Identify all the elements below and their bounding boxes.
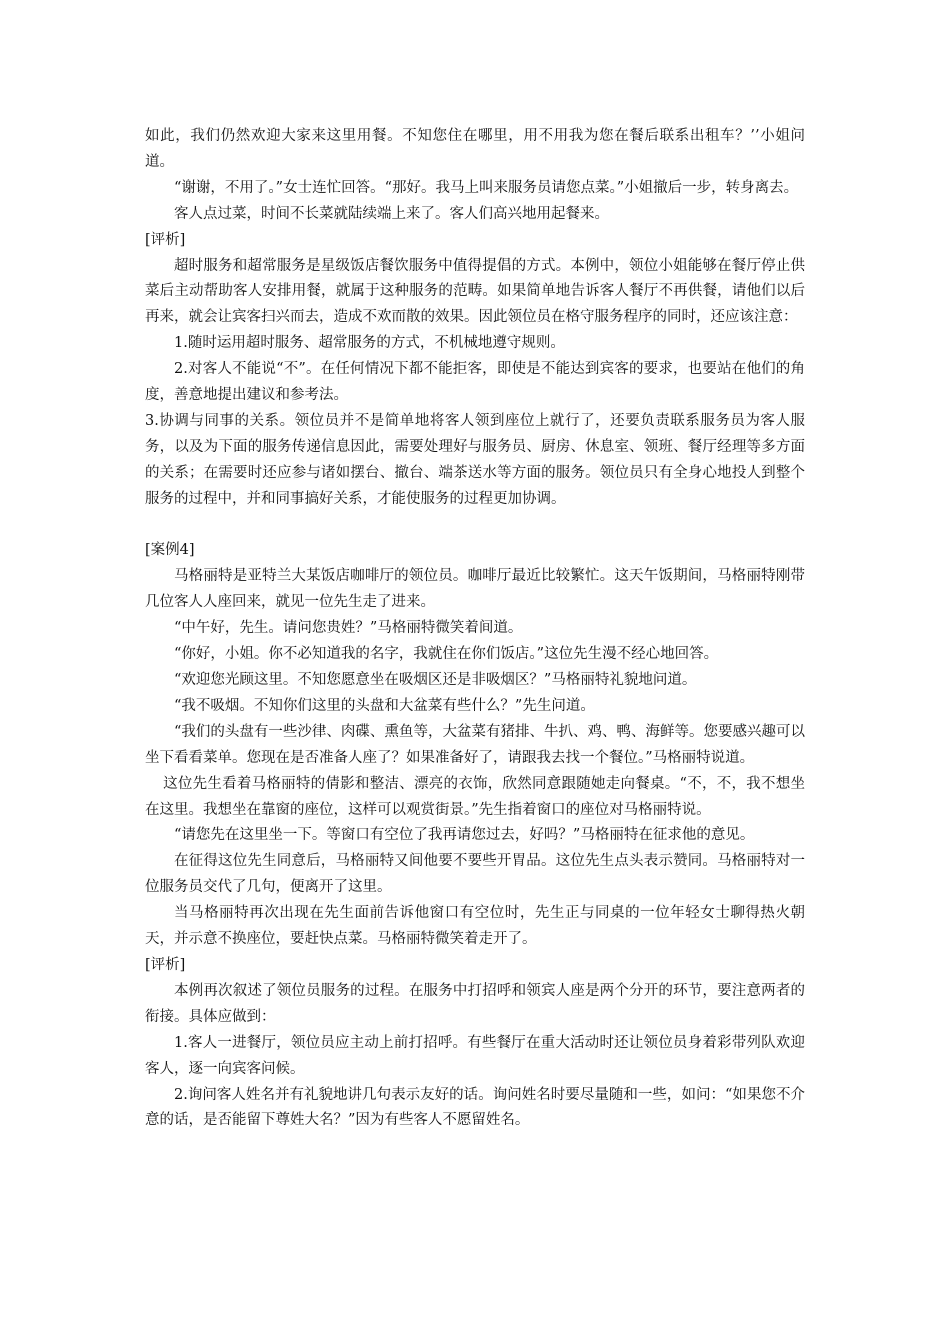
paragraph: “谢谢，不用了。”女士连忙回答。“那好。我马上叫来服务员请您点菜。”小姐撤后一步，转身离去。 (174, 179, 799, 196)
list-item: 1.随时运用超时服务、超常服务的方式，不机械地遵守规则。 (174, 335, 565, 352)
list-item: 2.询问客人姓名并有礼貌地讲几句表示友好的话。询问姓名时要尽量随和一些，如问：“如果您不介意的话，是否能留下尊姓大名？”因为有些客人不愿留姓名。 (145, 1086, 805, 1129)
list-item: 2.对客人不能说“不”。在任何情况下都不能拒客，即使是不能达到宾客的要求，也要站在他们的角度，善意地提出建议和参考法。 (145, 361, 805, 404)
paragraph: “请您先在这里坐一下。等窗口有空位了我再请您过去，好吗？”马格丽特在征求他的意见。 (174, 827, 755, 844)
paragraph: 本例再次叙述了领位员服务的过程。在服务中打招呼和领宾人座是两个分开的环节，要注意两者的衔接。具体应做到： (145, 982, 805, 1025)
paragraph: 马格丽特是亚特兰大某饭店咖啡厅的领位员。咖啡厅最近比较繁忙。这天午饭期间，马格丽特刚带几位客人人座回来，就见一位先生走了进来。 (145, 568, 805, 611)
section-heading: [评析] (145, 956, 186, 973)
paragraph: “我不吸烟。不知你们这里的头盘和大盆菜有些什么？”先生问道。 (174, 697, 595, 714)
paragraph: 超时服务和超常服务是星级饭店餐饮服务中值得提倡的方式。本例中，领位小姐能够在餐厅停止供菜后主动帮助客人安排用餐，就属于这种服务的范畴。如果简单地告诉客人餐厅不再供餐，请他们以后再来，就会让宾客扫兴而去，造成不欢而散的效果。因此领位员在格守服务程序的同时，还应该注意： (145, 257, 805, 326)
document-page (145, 124, 805, 1134)
section-heading: [评析] (145, 231, 186, 248)
section-heading: [案例4] (145, 542, 195, 559)
paragraph: 在征得这位先生同意后，马格丽特又间他要不要些开胃品。这位先生点头表示赞同。马格丽特对一位服务员交代了几句，便离开了这里。 (145, 853, 805, 896)
paragraph: “你好，小姐。你不必知道我的名字，我就住在你们饭店。”这位先生漫不经心地回答。 (174, 646, 719, 663)
paragraph: “中午好，先生。请问您贵姓？”马格丽特微笑着间道。 (174, 620, 523, 637)
list-item: 3.协调与同事的关系。领位员并不是简单地将客人领到座位上就行了，还要负责联系服务员为客人服务，以及为下面的服务传递信息因此，需要处理好与服务员、厨房、休息室、领班、餐厅经理等多方面的关系；在需要时还应参与诸如摆台、撤台、端茶送水等方面的服务。领位员只有全身心地投人到整个服务的过程中，并和同事搞好关系，才能使服务的过程更加协调。 (145, 412, 805, 507)
paragraph: 当马格丽特再次出现在先生面前告诉他窗口有空位时，先生正与同桌的一位年轻女士聊得热火朝天，并示意不换座位，要赶快点菜。马格丽特微笑着走开了。 (145, 905, 805, 948)
paragraph: “我们的头盘有一些沙律、肉碟、熏鱼等，大盆菜有猪排、牛扒、鸡、鸭、海鲜等。您要感兴趣可以坐下看看菜单。您现在是否准备人座了？如果准备好了，请跟我去找一个餐位。”马格丽特说道。 (145, 723, 805, 766)
list-item: 1.客人一进餐厅，领位员应主动上前打招呼。有些餐厅在重大活动时还让领位员身着彩带列队欢迎客人，逐一向宾客问候。 (145, 1034, 805, 1077)
paragraph: 客人点过菜，时间不长菜就陆续端上来了。客人们高兴地用起餐来。 (174, 205, 609, 222)
blank-line (145, 513, 805, 539)
paragraph: “欢迎您光顾这里。不知您愿意坐在吸烟区还是非吸烟区？”马格丽特礼貌地问道。 (174, 672, 697, 689)
paragraph: 如此，我们仍然欢迎大家来这里用餐。不知您住在哪里，用不用我为您在餐后联系出租车？’’小姐问道。 (145, 128, 805, 170)
paragraph: 这位先生看着马格丽特的倩影和整洁、漂亮的衣饰，欣然同意跟随她走向餐桌。“不，不，我不想坐在这里。我想坐在靠窗的座位，这样可以观赏街景。”先生指着窗口的座位对马格丽特说。 (145, 775, 805, 818)
